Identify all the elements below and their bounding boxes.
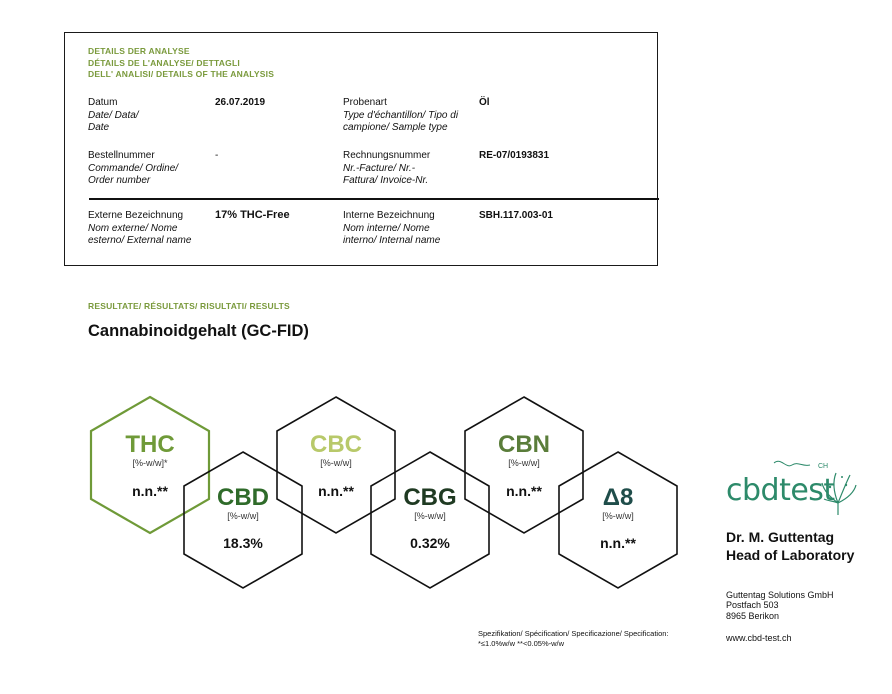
internal-name-value: SBH.117.003-01 [479,210,553,221]
thc-value: n.n.** [132,483,168,499]
specification-values: *≤1.0%w/w **<0.05%-w/w [478,639,565,648]
cbg-name: CBG [403,484,457,511]
logo-suffix: CH [818,463,829,470]
cbd-name: CBD [217,484,269,511]
specification-label: Spezifikation/ Spécification/ Specificazione/ Specification: [478,629,669,638]
delta8-name: Δ8 [602,484,634,511]
cbn-name: CBN [498,431,550,458]
logo-text: cbdtest [726,473,835,508]
thc-label [90,432,210,469]
cbc-unit: [%-w/w] [320,458,352,468]
signatory-role: Head of Laboratory [726,547,855,563]
cbn-unit: [%-w/w] [508,458,540,468]
details-heading-line-3: DELL' ANALISI/ DETAILS OF THE ANALYSIS [88,69,275,79]
cbc-name: CBC [310,431,362,458]
date-label: Datum Date/ Data/ Date [88,97,139,133]
cbn-value: n.n.** [506,483,542,499]
external-name-label: Externe Bezeichnung Nom externe/ Nome esterno/ External name [88,210,192,246]
sample-type-value: Öl [479,97,490,108]
cbg-unit: [%-w/w] [414,511,446,521]
thc-name: THC [125,431,175,458]
delta8-label [558,485,678,522]
cbdtest-logo [726,455,866,525]
company-postbox: Postfach 503 [726,600,779,610]
results-title: Cannabinoidgehalt (GC-FID) [88,322,309,340]
invoice-number-value: RE-07/0193831 [479,150,550,161]
cbg-value: 0.32% [410,535,450,551]
cbd-unit: [%-w/w] [227,511,259,521]
details-heading-line-2: DÉTAILS DE L'ANALYSE/ DETTAGLI [88,57,240,68]
company-website[interactable]: www.cbd-test.ch [726,633,792,643]
external-name-value: 17% THC-Free [215,209,290,221]
cbn-label [464,432,584,469]
company-name: Guttentag Solutions GmbH [726,590,834,600]
sample-type-label: Probenart Type d'échantillon/ Tipo di campione/ Sample type [343,97,459,133]
order-number-label: Bestellnummer Commande/ Ordine/ Order number [88,150,179,186]
delta8-unit: [%-w/w] [602,511,634,521]
results-heading: RESULTATE/ RÉSULTATS/ RISULTATI/ RESULTS [88,301,290,311]
signatory-name: Dr. M. Guttentag [726,529,835,545]
order-number-value: - [215,150,219,161]
cbd-value: 18.3% [223,535,263,551]
invoice-number-label: Rechnungsnummer Nr.-Facture/ Nr.- Fattura/ Invoice-Nr. [343,150,431,186]
details-heading-line-1: DETAILS DER ANALYSE [88,46,190,56]
internal-name-label: Interne Bezeichnung Nom interne/ Nome interno/ Internal name [343,210,441,246]
cbc-value: n.n.** [318,483,354,499]
delta8-value: n.n.** [600,535,636,551]
cbc-label [276,432,396,469]
thc-unit: [%-w/w]* [132,458,168,468]
date-value: 26.07.2019 [215,97,266,108]
company-city: 8965 Berikon [726,611,780,621]
